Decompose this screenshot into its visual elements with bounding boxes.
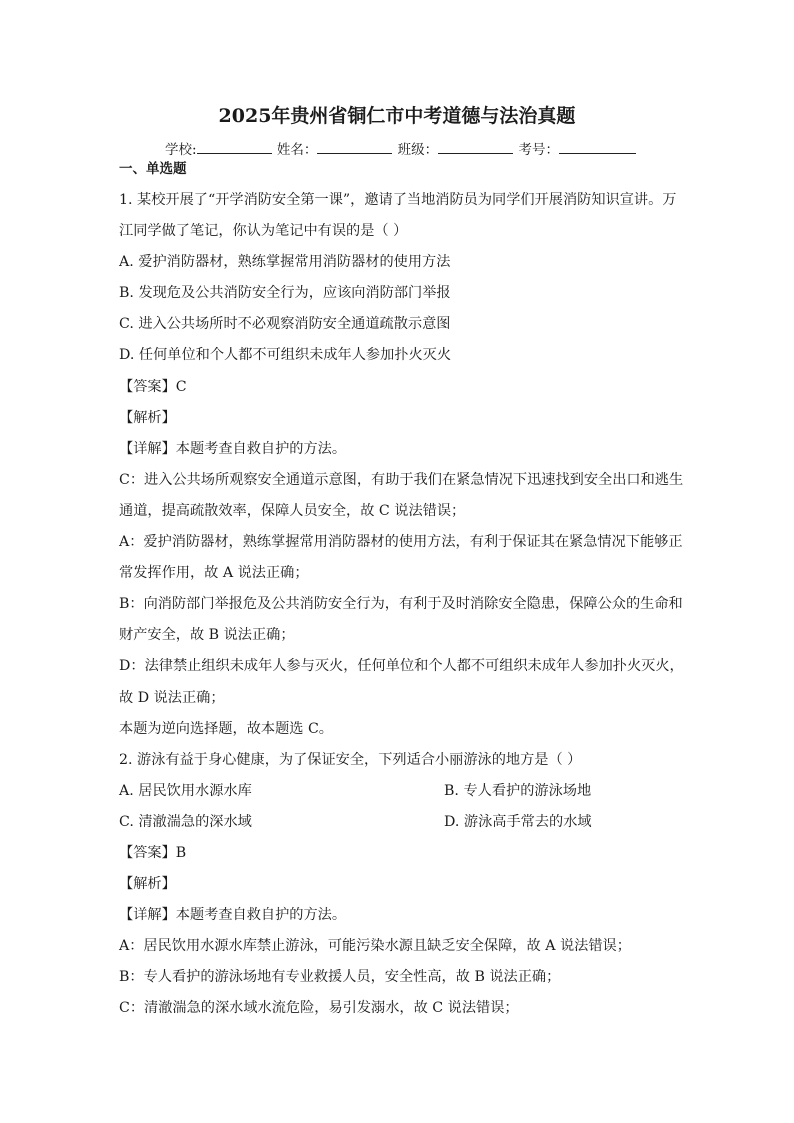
analysis-line: C：清澈湍急的深水域水流危险，易引发溺水，故 C 说法错误； — [119, 1000, 519, 1017]
section-heading: 一、单选题 — [119, 161, 187, 177]
exam-content — [119, 159, 684, 1025]
class-label: 班级： — [397, 142, 439, 158]
question-stem: 2. 游泳有益于身心健康，为了保证安全，下列适合小丽游泳的地方是（ ） — [119, 751, 582, 768]
option-row — [119, 807, 679, 838]
option-d: D. 任何单位和个人都不可组织未成年人参加扑火灭火 — [119, 347, 452, 364]
analysis-line: A：居民饮用水源水库禁止游泳，可能污染水源且缺乏安全保障，故 A 说法错误； — [119, 938, 631, 955]
exam-no-label: 考号： — [518, 142, 559, 158]
analysis-line: D：法律禁止组织未成年人参与灭火，任何单位和个人都不可组织未成年人参加扑火灭火， — [119, 658, 684, 675]
option-a: A. 居民饮用水源水库 — [119, 782, 252, 799]
analysis-line: 本题为逆向选择题，故本题选 C。 — [119, 720, 333, 737]
analysis-label: 【解析】 — [119, 876, 176, 893]
analysis-line: 【详解】本题考查自救自护的方法。 — [119, 440, 347, 457]
analysis-line: 故 D 说法正确； — [119, 689, 225, 706]
name-label: 姓名： — [276, 142, 318, 158]
analysis-line: A：爱护消防器材，熟练掌握常用消防器材的使用方法，有利于保证其在紧急情况下能够正 — [119, 534, 683, 551]
question-stem: 江同学做了笔记，你认为笔记中有误的是（ ） — [119, 223, 408, 240]
option-b: B. 发现危及公共消防安全行为，应该向消防部门举报 — [119, 285, 451, 302]
analysis-label: 【解析】 — [119, 409, 176, 426]
option-c: C. 清澈湍急的深水域 — [119, 813, 252, 830]
school-blank — [197, 138, 272, 154]
name-blank — [317, 138, 392, 154]
question-stem: 1. 某校开展了“开学消防安全第一课”，邀请了当地消防员为同学们开展消防知识宣讲。万 — [119, 192, 677, 208]
answer-label: 【答案】C — [119, 378, 187, 395]
analysis-line: B：向消防部门举报危及公共消防安全行为，有利于及时消除安全隐患，保障公众的生命和 — [119, 596, 683, 613]
exam-no-blank — [559, 138, 636, 154]
analysis-line: C：进入公共场所观察安全通道示意图，有助于我们在紧急情况下迅速找到安全出口和逃生 — [119, 471, 684, 488]
analysis-line: 【详解】本题考查自救自护的方法。 — [119, 907, 347, 924]
analysis-line: B：专人看护的游泳场地有专业救援人员，安全性高，故 B 说法正确； — [119, 969, 561, 986]
option-d: D. 游泳高手常去的水域 — [444, 813, 592, 830]
school-label: 学校: — [165, 142, 197, 158]
option-row — [119, 776, 679, 807]
class-blank — [438, 138, 513, 154]
option-c: C. 进入公共场所时不必观察消防安全通道疏散示意图 — [119, 316, 451, 333]
answer-label: 【答案】B — [119, 844, 187, 861]
analysis-line: 财产安全，故 B 说法正确； — [119, 627, 295, 644]
option-b: B. 专人看护的游泳场地 — [444, 782, 592, 799]
page-title: 2025年贵州省铜仁市中考道德与法治真题 — [218, 105, 576, 127]
analysis-line: 常发挥作用，故 A 说法正确； — [119, 565, 309, 582]
student-info-row — [165, 138, 637, 160]
analysis-line: 通道，提高疏散效率，保障人员安全，故 C 说法错误； — [119, 502, 466, 519]
option-a: A. 爱护消防器材，熟练掌握常用消防器材的使用方法 — [119, 254, 451, 271]
